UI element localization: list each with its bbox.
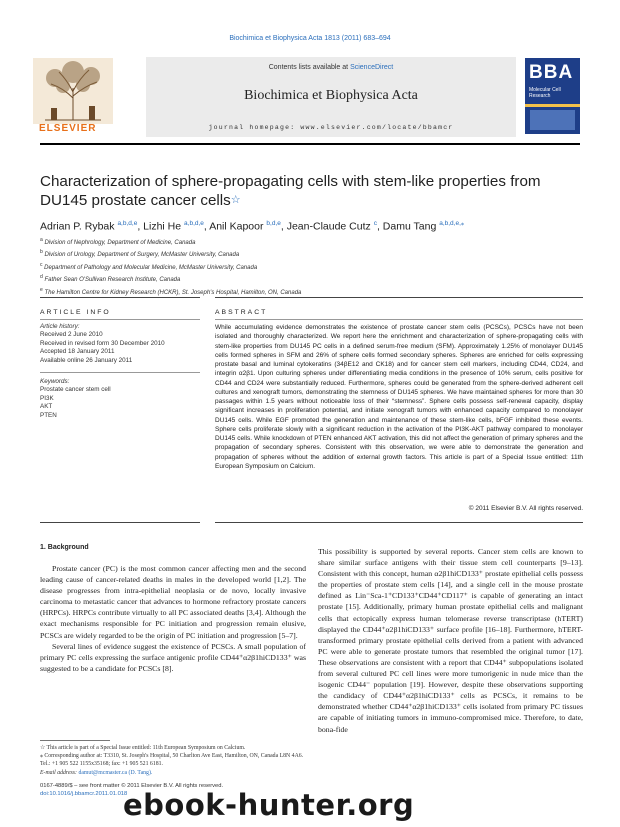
corresponding-author-note: ⁎ Corresponding author at: T3310, St. Joseph's Hospital, 50 Charlton Ave East, Hamilton, ON, Canada L8N 4A6. Tel.: +1 905 522 1155x35168; fax: +1 905 521 6181. [40, 753, 304, 768]
header-divider [40, 143, 580, 145]
journal-homepage-link[interactable]: journal homepage: www.elsevier.com/locate/bbamcr [208, 124, 454, 131]
author-affil-marks[interactable]: a,b,d,e [184, 220, 204, 227]
cover-title: BBA [529, 62, 574, 83]
email-label: E-mail address: [40, 769, 77, 776]
author-affil-marks[interactable]: b,d,e [266, 220, 281, 227]
journal-title: Biochimica et Biophysica Acta [244, 88, 418, 103]
elsevier-tree-logo [33, 58, 113, 130]
keywords [40, 378, 200, 420]
history-item: Available online 26 January 2011 [40, 356, 133, 364]
journal-cover [525, 58, 580, 134]
abstract-sub-rule [215, 319, 583, 320]
cover-stripe [525, 104, 580, 107]
author-name: Lizhi He [143, 220, 182, 233]
abstract-heading: ABSTRACT [215, 309, 268, 316]
keyword: AKT [40, 403, 53, 411]
author-name: Anil Kapoor [209, 220, 264, 233]
history-item: Accepted 18 January 2011 [40, 348, 115, 356]
watermark: ebook-hunter.org [123, 788, 415, 822]
abstract-text: While accumulating evidence demonstrates the existence of prostate cancer stem cells (PCSCs), PCSCs have not been isolated and thoroughly characterized. We report here the enrichment and characterization of sphere-propagating cells with stem-like properties from DU145 PC cells in a defined serum-free medium (SFM). Approximately 1.25% of monolayer DU145 cells formed spheres in SFM and 26% of sphere cells formed secondary spheres. Spheres are enriched for cells expressing prostate basal and luminal cytokeratins (34βE12 and CK18) and for cancer stem cell markers, including CD44, CD24, and integrin α2β1. Upon culturing spheres under differentiating media conditions in the presence of 10% serum, cells positive for CD44 and CD24 were substantially reduced. Furthermore, spheres could be generated from the sphere-derived adherent cell cultures and xenograft tumors, demonstrating the stemness of DU145 spheres. We have maintained spheres for more than 30 passages within 1.5 years without noticeable loss of their “stemness”. Sphere cells possess self-renewal capacity, display significant increases in proliferation potential, and initiate xenograft tumors with enhanced capacity compared to monolayer DU145 cells. While EGF promoted the generation and maintenance of these stem-like cells, bFGF inhibited these events. Sphere cells proliferate slowly with a significant reduction in the activation of the PI3K-AKT pathway compared to monolayer DU145 cells. While knockdown of PTEN enhanced AKT activation, this did not affect the generation of primary spheres and the propagation of secondary spheres. Consistent with this observation, we were able to demonstrate the generation and propagation of spheres without the addition of external growth factors. This article is part of a Special Issue entitled: 11th European Symposium on Calcium. [215, 324, 583, 470]
abstract-copyright: © 2011 Elsevier B.V. All rights reserved. [468, 505, 583, 512]
history-item: Received in revised form 30 December 2010 [40, 339, 165, 347]
paper-title-text: Characterization of sphere-propagating cells with stem-like properties from DU145 prostate cancer cells [40, 173, 541, 209]
affiliation: $^a$ Division of Nephrology, Department of Medicine, Canada [40, 237, 196, 246]
footnotes [40, 744, 306, 777]
email-line [40, 769, 306, 777]
doi-link[interactable]: doi:10.1016/j.bbamcr.2011.01.018 [40, 791, 128, 798]
author-affil-marks[interactable]: c [373, 220, 377, 227]
keywords-label: Keywords: [40, 378, 70, 385]
article-info-heading: ARTICLE INFO [40, 309, 111, 316]
keyword: PTEN [40, 411, 57, 419]
contents-prefix: Contents lists available at [268, 64, 351, 71]
footnote-rule [40, 740, 110, 741]
keyword: Prostate cancer stem cell [40, 386, 111, 394]
author-name: Jean-Claude Cutz [286, 220, 371, 233]
affiliation: $^e$ The Hamilton Centre for Kidney Research (HCKR), St. Joseph's Hospital, Hamilton, ON, Canada [40, 286, 302, 296]
history-label: Article history: [40, 323, 80, 330]
author-affil-marks[interactable]: a,b,d,e,⁎ [439, 220, 465, 227]
special-issue-note: ☆ This article is part of a Special Issue entitled: 11th European Symposium on Calcium. [40, 745, 246, 751]
sciencedirect-link[interactable]: ScienceDirect [350, 64, 394, 71]
contents-line [146, 64, 516, 71]
affiliation: $^d$ Father Sean O'Sullivan Research Institute, Canada [40, 274, 181, 284]
elsevier-wordmark: ELSEVIER [39, 123, 97, 134]
body-paragraph: Prostate cancer (PC) is the most common cancer affecting men and the second leading cause of cancer-related deaths in males in the developed world [1,2]. The disease progresses from intra-epithelial neoplasia or de novo, locally invasive carcinoma to metastatic cancer that advances to hormone refractory prostate cancers (HRPCs). HRPCs contribute virtually to all PC associated deaths [3,4]. Although the exact mechanisms responsible for PC initiation and progression remain elusive, PCSCs are widely regarded to be the origin of PC initiation and progression [5–7]. [40, 564, 306, 640]
title-footnote-mark[interactable]: ☆ [230, 194, 241, 206]
section-heading: 1. Background [40, 544, 89, 551]
email-link[interactable]: damut@mcmaster.ca (D. Tang). [78, 769, 153, 776]
affiliation: $^b$ Division of Urology, Department of Surgery, McMaster University, Canada [40, 249, 240, 259]
keywords-rule [40, 372, 200, 373]
author-name: Damu Tang [382, 220, 437, 233]
article-info-bottom-rule [40, 522, 200, 523]
body-column-left [40, 563, 306, 674]
author-affil-marks[interactable]: a,b,d,e [117, 220, 138, 227]
cover-image [530, 110, 575, 130]
body-paragraph: Several lines of evidence suggest the existence of PCSCs. A small population of primary PC cells expressing the surface antigenic profile CD44⁺α2β1hiCD133⁺ was suggested to be a candidate for PCSCs [8]. [40, 641, 306, 673]
article-history [40, 323, 200, 365]
abstract-bottom-rule [215, 522, 583, 523]
author-list: Adrian P. Rybak $^{a,b,d,e}$, Lizhi He $^{a,b,d,e}$, Anil Kapoor $^{b,d,e}$, Jean-Claude Cutz $^c$, Damu Tang $^{a,b,d,e,⁎}$ [40, 220, 465, 233]
body-paragraph: This possibility is supported by several reports. Cancer stem cells are known to share similar surface antigens with their tissue stem cell counterparts [9–13]. Consistent with this concept, human α2β1hiCD133⁺ prostate epithelial cells possess the properties of prostate stem cells [14], and a single cell in the mouse prostate defined as Lin⁻Sca-1⁺CD133⁺CD44⁺CD117⁺ is capable of generating an intact prostate [15]. Additionally, primary human prostate epithelial cells and malignant cells that ectopically express human telomerase reverse transcriptase (hTERT) displayed the CD44⁺α2β1hiCD133⁺ surface profile [16–18]. Furthermore, hTERT-transformed primary prostate epithelial cells derived from a patient with advanced PC were able to generate prostate tumors that resembled the original tumor [17]. These observations are consistent with a report that CD44⁺ subpopulations isolated from several cultured PC cell lines were more tumorigenic in nude mice than the isogenic CD44⁻ population [19]. However, despite these observations supporting the candidacy of CD44⁺α2β1hiCD133⁺ cells as PCSCs, it remains to be demonstrated whether CD44⁺α2β1hiCD133⁺ cells isolated from primary PC tissues are capable of initiating tumors in immuno-compromised mice. Therefore, to date, bona-fide [318, 547, 583, 734]
affiliation: $^c$ Department of Pathology and Molecular Medicine, McMaster University, Canada [40, 261, 258, 271]
affiliation-list [40, 236, 560, 298]
article-info-sub-rule [40, 319, 200, 320]
history-item: Received 2 June 2010 [40, 331, 103, 339]
body-column-right [318, 546, 583, 735]
abstract-top-rule [215, 297, 583, 298]
article-info-top-rule [40, 297, 200, 298]
author-name: Adrian P. Rybak [40, 220, 115, 233]
paper-title [40, 172, 585, 210]
journal-citation[interactable]: Biochimica et Biophysica Acta 1813 (2011) 683–694 [229, 35, 391, 42]
issn-line: 0167-4889/$ – see front matter © 2011 Elsevier B.V. All rights reserved. [40, 783, 224, 789]
keyword: PI3K [40, 394, 54, 402]
cover-subtitle: Molecular Cell Research [529, 87, 561, 99]
